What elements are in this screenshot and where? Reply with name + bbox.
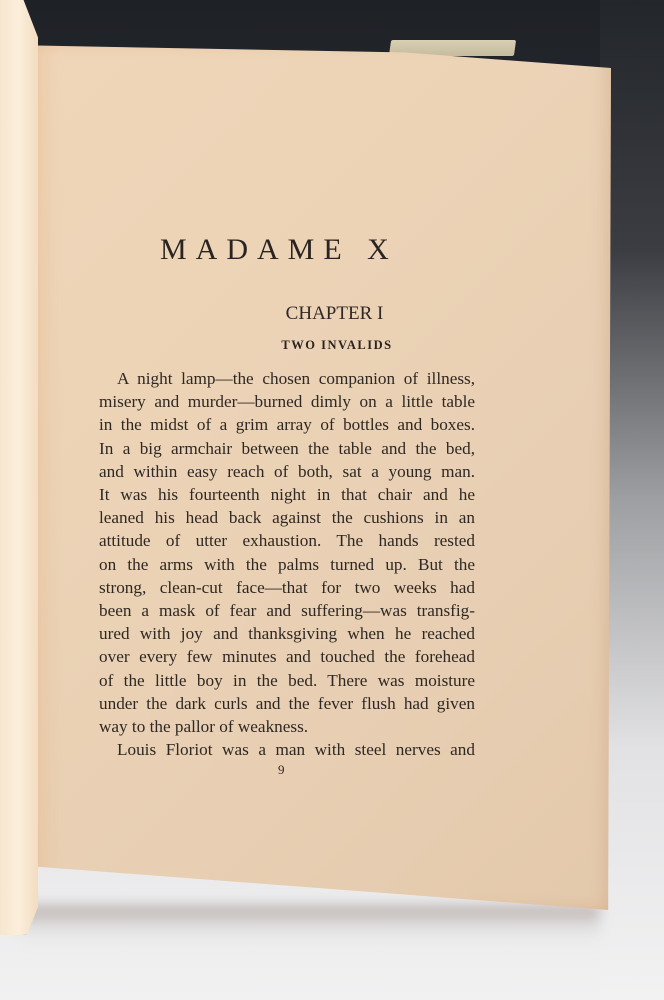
- chapter-heading: CHAPTER I: [285, 303, 384, 324]
- facing-page-edge: [0, 0, 38, 935]
- book-shadow: [20, 905, 600, 945]
- page-number: 9: [278, 762, 285, 777]
- text-line: Louis Floriot was a man with steel nerves and: [117, 740, 475, 760]
- text-line: way to the pallor of weakness.: [99, 717, 309, 737]
- text-line: in the midst of a grim array of bottles and boxes.: [99, 415, 475, 435]
- text-line: of the little boy in the bed. There was moisture: [99, 670, 475, 690]
- text-line: A night lamp—the chosen companion of illness,: [117, 369, 475, 388]
- text-line: leaned his head back against the cushions in an: [99, 508, 475, 528]
- text-line: under the dark curls and the fever flush had given: [99, 693, 475, 713]
- text-line: In a big armchair between the table and the bed,: [99, 438, 475, 458]
- text-line: misery and murder—burned dimly on a little table: [99, 392, 475, 412]
- text-line: on the arms with the palms turned up. But the: [99, 554, 475, 574]
- text-line: It was his fourteenth night in that chair and he: [99, 485, 475, 505]
- book-title: MADAME X: [160, 233, 398, 266]
- text-line: been a mask of fear and suffering—was transfig-: [99, 601, 475, 621]
- body-text: [99, 367, 475, 761]
- text-line: over every few minutes and touched the forehead: [99, 647, 475, 667]
- text-line: attitude of utter exhaustion. The hands rested: [99, 531, 475, 551]
- text-line: and within easy reach of both, sat a young man.: [99, 461, 475, 481]
- text-line: strong, clean-cut face—that for two weeks had: [99, 577, 475, 597]
- chapter-title: TWO INVALIDS: [281, 338, 393, 352]
- text-line: ured with joy and thanksgiving when he reached: [99, 624, 475, 644]
